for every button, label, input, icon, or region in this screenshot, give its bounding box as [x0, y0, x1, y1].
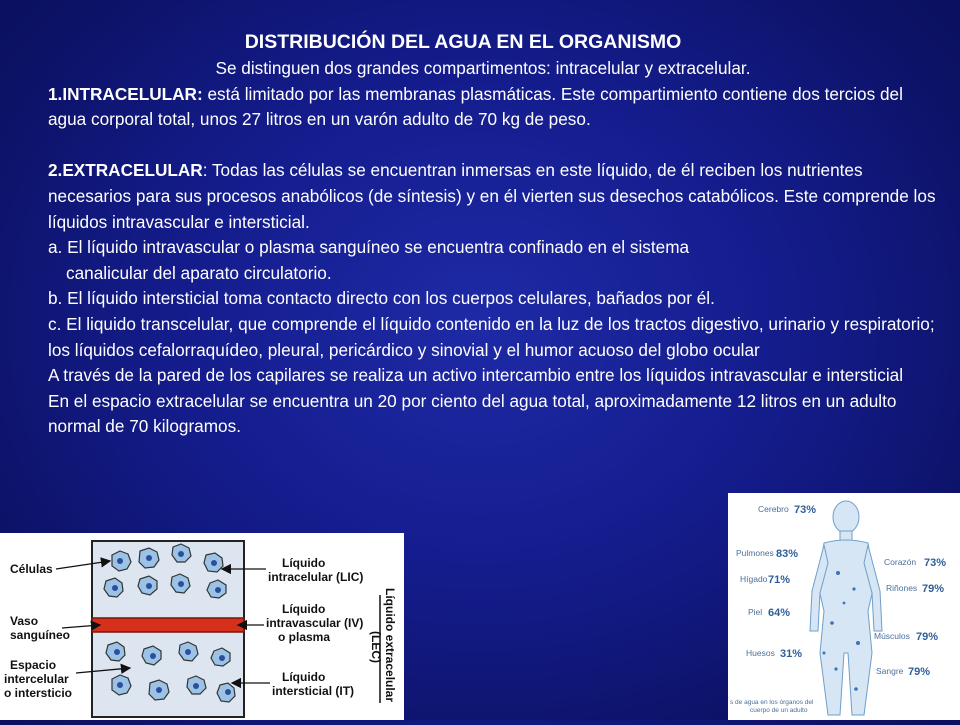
organ-name-rinones: Riñones — [886, 583, 918, 593]
espacio-paragraph: En el espacio extracelular se encuentra un 20 por ciento del agua total, aproximadamente 12 litros en un adulto normal de 70 kilogramos. — [48, 390, 897, 437]
item-a-line2: canalicular del aparato circulatorio. — [66, 262, 332, 283]
label-it-1: Líquido — [282, 670, 326, 684]
body-water-figure — [728, 493, 960, 720]
label-lic-1: Líquido — [282, 556, 326, 570]
extracelular-text: : Todas las células se encuentran inmersas en este líquido, de él reciben los nutrientes necesarios para sus procesos anabólicos (de síntesis) y en él vierten sus desechos catabólicos. Este comprende los líquidos intravascular e intersticial. — [48, 160, 936, 232]
label-espacio-3: o intersticio — [4, 686, 73, 700]
blood-vessel-band — [92, 618, 244, 632]
compartments-diagram — [0, 533, 404, 720]
label-celulas: Células — [10, 562, 53, 576]
intracelular-label: 1.INTRACELULAR: — [48, 83, 203, 104]
body-caption-1: s de agua en los órganos del — [730, 699, 814, 706]
label-lec-1: Líquido extracelular — [383, 588, 397, 703]
label-iv-2: intravascular (IV) — [266, 616, 364, 630]
intracelular-text: está limitado por las membranas plasmáticas. Este compartimiento contiene dos tercios del agua corporal total, unos 27 litros en un varón adulto de 70 kg de peso. — [48, 83, 903, 130]
body-caption-2: cuerpo de un adulto — [750, 707, 808, 714]
body-silhouette — [810, 501, 882, 715]
subtitle: Se distinguen dos grandes compartimentos: intracelular y extracelular. — [215, 58, 751, 78]
item-b: b. El líquido intersticial toma contacto directo con los cuerpos celulares, bañados por él. — [48, 288, 715, 309]
organ-name-sangre: Sangre — [876, 666, 904, 676]
organ-name-pulmones: Pulmones — [736, 548, 774, 558]
organ-value-piel: 64% — [768, 607, 791, 619]
compartments-svg — [0, 533, 404, 720]
organ-name-higado: Hígado — [740, 574, 768, 584]
spacer — [48, 133, 938, 159]
item-a-line1: a. El líquido intravascular o plasma sanguíneo se encuentra confinado en el sistema — [48, 237, 690, 258]
organ-value-rinones: 79% — [922, 583, 945, 595]
body-water-svg — [728, 493, 960, 720]
organ-value-corazon: 73% — [924, 557, 947, 569]
label-vaso-2: sanguíneo — [10, 628, 71, 642]
organ-value-huesos: 31% — [780, 648, 803, 660]
label-espacio-2: intercelular — [4, 672, 69, 686]
label-it-2: intersticial (IT) — [272, 684, 355, 698]
organ-value-higado: 71% — [768, 574, 791, 586]
extracelular-label: 2.EXTRACELULAR — [48, 160, 203, 181]
label-vaso-1: Vaso — [10, 614, 39, 628]
organ-value-sangre: 79% — [908, 666, 931, 678]
label-iv-1: Líquido — [282, 602, 326, 616]
organ-name-huesos: Huesos — [746, 648, 775, 658]
label-lec-2: (LEC) — [369, 631, 383, 663]
extracelular-paragraph — [48, 158, 938, 235]
organ-name-corazon: Corazón — [884, 557, 917, 567]
page-title: DISTRIBUCIÓN DEL AGUA EN EL ORGANISMO — [244, 31, 682, 53]
intracelular-paragraph — [48, 82, 938, 133]
capilares-paragraph: A través de la pared de los capilares se realiza un activo intercambio entre los líquidos intravascular e intersticial — [48, 365, 904, 386]
organ-value-musculos: 79% — [916, 631, 939, 643]
organ-name-piel: Piel — [748, 607, 763, 617]
organ-value-cerebro: 73% — [794, 504, 817, 516]
organ-name-cerebro: Cerebro — [758, 504, 789, 514]
item-c: c. El liquido transcelular, que comprende el líquido contenido en la luz de los tractos digestivo, urinario y respiratorio; los líquidos cefalorraquídeo, pleural, pericárdico y sinovial y el humor acuoso del globo ocular — [48, 313, 935, 360]
label-espacio-1: Espacio — [10, 658, 57, 672]
slide-text — [48, 28, 938, 440]
organ-name-musculos: Músculos — [874, 631, 910, 641]
organ-value-pulmones: 83% — [776, 548, 799, 560]
label-iv-3: o plasma — [278, 630, 331, 644]
label-lic-2: intracelular (LIC) — [268, 570, 364, 584]
